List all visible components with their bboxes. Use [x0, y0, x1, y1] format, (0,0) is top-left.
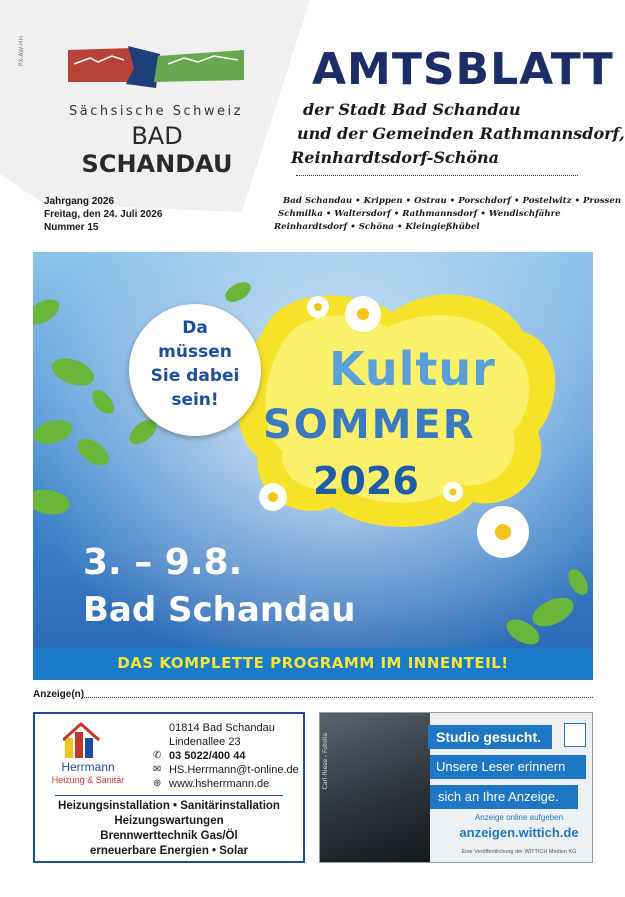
ads-divider: [84, 697, 593, 698]
ad2-footer: Eine Veröffentlichung der WITTICH Medien KG: [461, 849, 577, 855]
photo-credit: Carl-Riese - Fotolia: [322, 733, 329, 790]
ad1-email[interactable]: HS.Herrmann@t-online.de: [169, 764, 299, 776]
ads-label: Anzeige(n): [33, 689, 85, 700]
phone-icon: ✆: [153, 750, 162, 761]
ad1-service: erneuerbare Energien • Solar: [89, 845, 249, 857]
program-banner: [33, 648, 593, 680]
ad2-headline: Studio gesucht.: [428, 725, 552, 749]
ad1-web[interactable]: www.hsherrmann.de: [169, 778, 270, 790]
issue-date: Freitag, den 24. Juli 2026: [44, 209, 163, 220]
festival-dates: 3. – 9.8.: [83, 542, 243, 583]
ad2-cta: Anzeige online aufgeben: [474, 813, 564, 822]
program-banner-text: DAS KOMPLETTE PROGRAMM IM INNENTEIL!: [117, 654, 509, 672]
mail-icon: ✉: [153, 764, 162, 775]
places-line: Schmilka • Waltersdorf • Rathmannsdorf • Wendischfähre: [278, 209, 561, 219]
logo-subtitle: Sächsische Schweiz: [69, 104, 243, 119]
slogan-line: sein!: [171, 390, 219, 410]
logo-title-part2: SCHANDAU: [81, 150, 233, 178]
house-logo-icon: [63, 720, 103, 760]
dotted-divider: [296, 175, 578, 176]
masthead-title: AMTSBLATT: [312, 44, 614, 95]
logo-title-part1: BAD: [131, 122, 183, 150]
ad1-address: Lindenallee 23: [169, 736, 241, 748]
town-logo-graphic: [68, 44, 244, 92]
masthead-subline: Reinhardtsdorf-Schöna: [291, 148, 500, 167]
wittich-ad[interactable]: [319, 712, 593, 863]
issue-number: Nummer 15: [44, 222, 99, 233]
ad2-line: Unsere Leser erinnern: [430, 755, 586, 779]
kultursommer-poster[interactable]: [33, 252, 593, 680]
sommer-heading: SOMMER: [263, 402, 476, 448]
side-credit: PX-AW-HH: [18, 36, 25, 67]
logo-title: [54, 122, 260, 178]
masthead-subline: und der Gemeinden Rathmannsdorf,: [297, 124, 625, 143]
globe-icon: ⊕: [153, 778, 162, 789]
ad1-brand: Herrmann: [61, 760, 115, 774]
ad1-divider: [55, 795, 283, 796]
festival-year: 2026: [313, 459, 419, 503]
ad1-phone[interactable]: 03 5022/400 44: [169, 750, 246, 762]
wittich-logo-icon: [564, 723, 586, 747]
slogan-bubble: [129, 304, 261, 436]
slogan-line: müssen: [158, 342, 232, 362]
masthead-subline: der Stadt Bad Schandau: [303, 100, 521, 119]
ad1-service: Brennwerttechnik Gas/Öl: [100, 830, 238, 842]
ad1-service: Heizungsinstallation • Sanitärinstallation: [58, 800, 280, 812]
ad2-line: sich an Ihre Anzeige.: [430, 785, 578, 809]
ad2-url-link[interactable]: anzeigen.wittich.de: [459, 825, 579, 840]
places-line: Bad Schandau • Krippen • Ostrau • Porschdorf • Postelwitz • Prossen: [283, 196, 622, 206]
studio-photo: [320, 713, 430, 863]
slogan-line: Sie dabei: [150, 366, 240, 386]
ad1-address: 01814 Bad Schandau: [169, 722, 275, 734]
places-line: Reinhardtsdorf • Schöna • Kleingießhübel: [274, 222, 480, 232]
ad1-service: Heizungswartungen: [114, 815, 224, 827]
festival-place: Bad Schandau: [83, 590, 356, 630]
kultur-heading: Kultur: [329, 342, 496, 396]
herrmann-ad[interactable]: [33, 712, 305, 863]
ad1-brand-sub: Heizung & Sanitär: [51, 775, 125, 785]
slogan-line: Da: [182, 318, 208, 338]
issue-volume: Jahrgang 2026: [44, 196, 115, 207]
